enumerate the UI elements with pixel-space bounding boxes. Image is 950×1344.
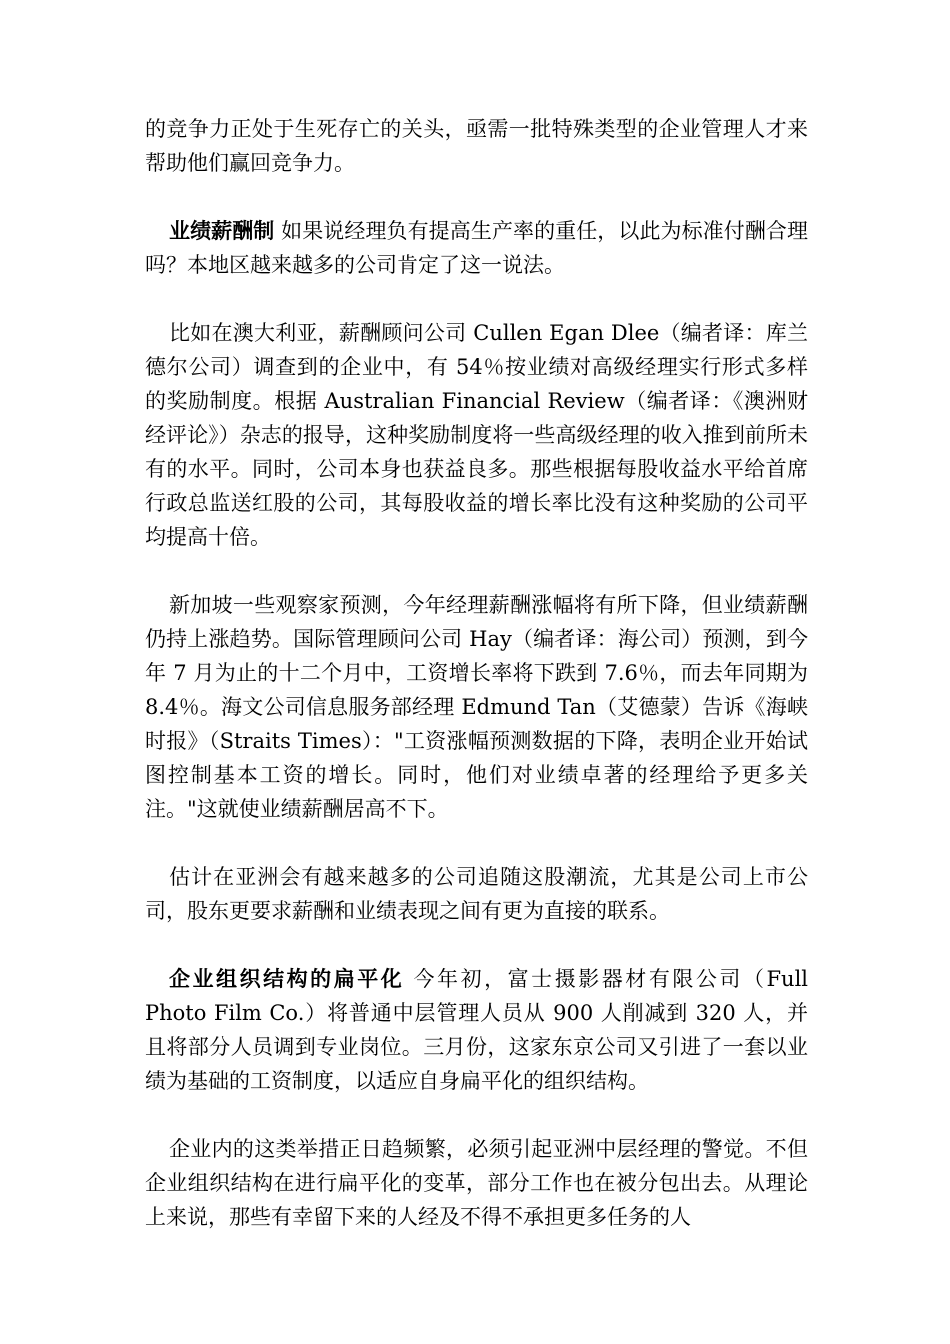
section-heading-flat-organization: 企业组织结构的扁平化	[169, 967, 405, 991]
paragraph-text: 如果说经理负有提高生产率的重任，以此为标准付酬合理吗？本地区越来越多的公司肯定了这一说法。	[145, 219, 808, 277]
paragraph-text: 估计在亚洲会有越来越多的公司追随这股潮流，尤其是公司上市公司，股东更要求薪酬和业绩表现之间有更为直接的联系。	[145, 865, 808, 923]
paragraph-text: 新加坡一些观察家预测，今年经理薪酬涨幅将有所下降，但业绩薪酬仍持上涨趋势。国际管理顾问公司 Hay（编者译：海公司）预测，到今年 7 月为止的十二个月中，工资增长率将下跌到 7.6％，而去年同期为 8.4％。海文公司信息服务部经理 Edmund Tan（艾德蒙）告诉《海峡时报》（Straits Times）："工资涨幅预测数据的下降，表明企业开始试图控制基本工资的增长。同时，他们对业绩卓著的经理给予更多关注。"这就使业绩薪酬居高不下。	[145, 593, 808, 821]
paragraph-text: 今年初，富士摄影器材有限公司（Full Photo Film Co.）将普通中层管理人员从 900 人削减到 320 人，并且将部分人员调到专业岗位。三月份，这家东京公司又引进了一套以业绩为基础的工资制度，以适应自身扁平化的组织结构。	[145, 967, 809, 1093]
paragraph-3	[145, 316, 808, 554]
paragraph-6	[145, 962, 808, 1098]
paragraph-1	[145, 112, 808, 180]
document-page	[145, 112, 808, 1268]
paragraph-7	[145, 1132, 808, 1234]
section-heading-performance-pay: 业绩薪酬制	[169, 219, 275, 243]
paragraph-2	[145, 214, 808, 282]
paragraph-text: 企业内的这类举措正日趋频繁，必须引起亚洲中层经理的警觉。不但企业组织结构在进行扁平化的变革，部分工作也在被分包出去。从理论上来说，那些有幸留下来的人经及不得不承担更多任务的人	[145, 1137, 808, 1229]
paragraph-5	[145, 860, 808, 928]
paragraph-text: 的竞争力正处于生死存亡的关头，亟需一批特殊类型的企业管理人才来帮助他们赢回竞争力。	[145, 117, 808, 175]
paragraph-text: 比如在澳大利亚，薪酬顾问公司 Cullen Egan Dlee（编者译：库兰德尔公司）调查到的企业中，有 54％按业绩对高级经理实行形式多样的奖励制度。根据 Australian Financial Review（编者译：《澳洲财经评论》）杂志的报导，这种奖励制度将一些高级经理的收入推到前所未有的水平。同时，公司本身也获益良多。那些根据每股收益水平给首席行政总监送红股的公司，其每股收益的增长率比没有这种奖励的公司平均提高十倍。	[145, 321, 808, 549]
paragraph-4	[145, 588, 808, 826]
